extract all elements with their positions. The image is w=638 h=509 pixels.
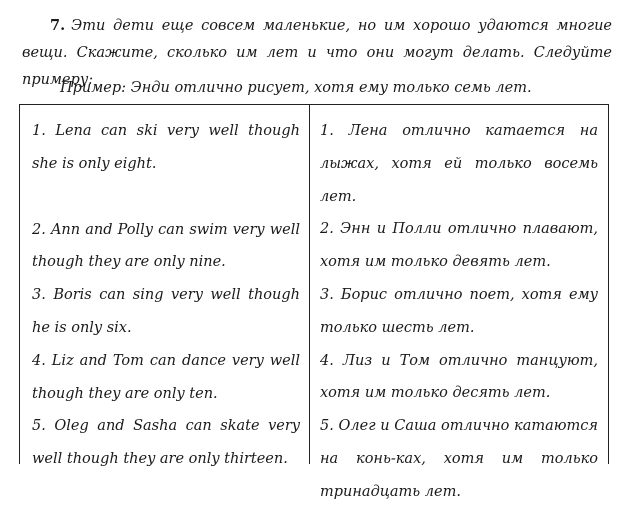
- russian-column: [320, 115, 598, 509]
- english-answer-2: 2. Ann and Polly can swim very well though they are only nine.: [32, 221, 300, 271]
- russian-answer-3: 3. Борис отлично поет, хотя ему только шесть лет.: [320, 286, 598, 336]
- russian-answer-1: 1. Лена отлично катается на лыжах, хотя ей только восемь лет.: [320, 123, 598, 205]
- russian-answer-5: 5. Олег и Саша отлично катаются на конь-ках, хотя им только тринадцать лет.: [320, 418, 598, 500]
- task-number: 7.: [50, 17, 66, 34]
- english-answer-3: 3. Boris can sing very well though he is only six.: [32, 287, 300, 336]
- english-column: [32, 115, 300, 476]
- english-answer-5: 5. Oleg and Sasha can skate very well though they are only thirteen.: [32, 418, 300, 468]
- example-label: Пример:: [60, 80, 127, 96]
- example-text: Энди отлично рисует, хотя ему только семь лет.: [126, 80, 532, 96]
- english-answer-4: 4. Liz and Tom can dance very well though they are only ten.: [32, 352, 300, 402]
- example-line: [60, 76, 532, 100]
- english-answer-1: 1. Lena can ski very well though she is only eight.: [32, 123, 300, 172]
- russian-answer-4: 4. Лиз и Том отлично танцуют, хотя им только десять лет.: [320, 352, 598, 402]
- task-text: Эти дети еще совсем маленькие, но им хорошо удаются многие вещи. Скажите, сколько им лет и что они могут делать. Следуйте примеру:: [22, 18, 612, 88]
- spacer: [32, 181, 300, 214]
- russian-answer-2: 2. Энн и Полли отлично плавают, хотя им только девять лет.: [320, 221, 598, 271]
- answer-table: [19, 104, 609, 500]
- column-divider: [309, 105, 310, 464]
